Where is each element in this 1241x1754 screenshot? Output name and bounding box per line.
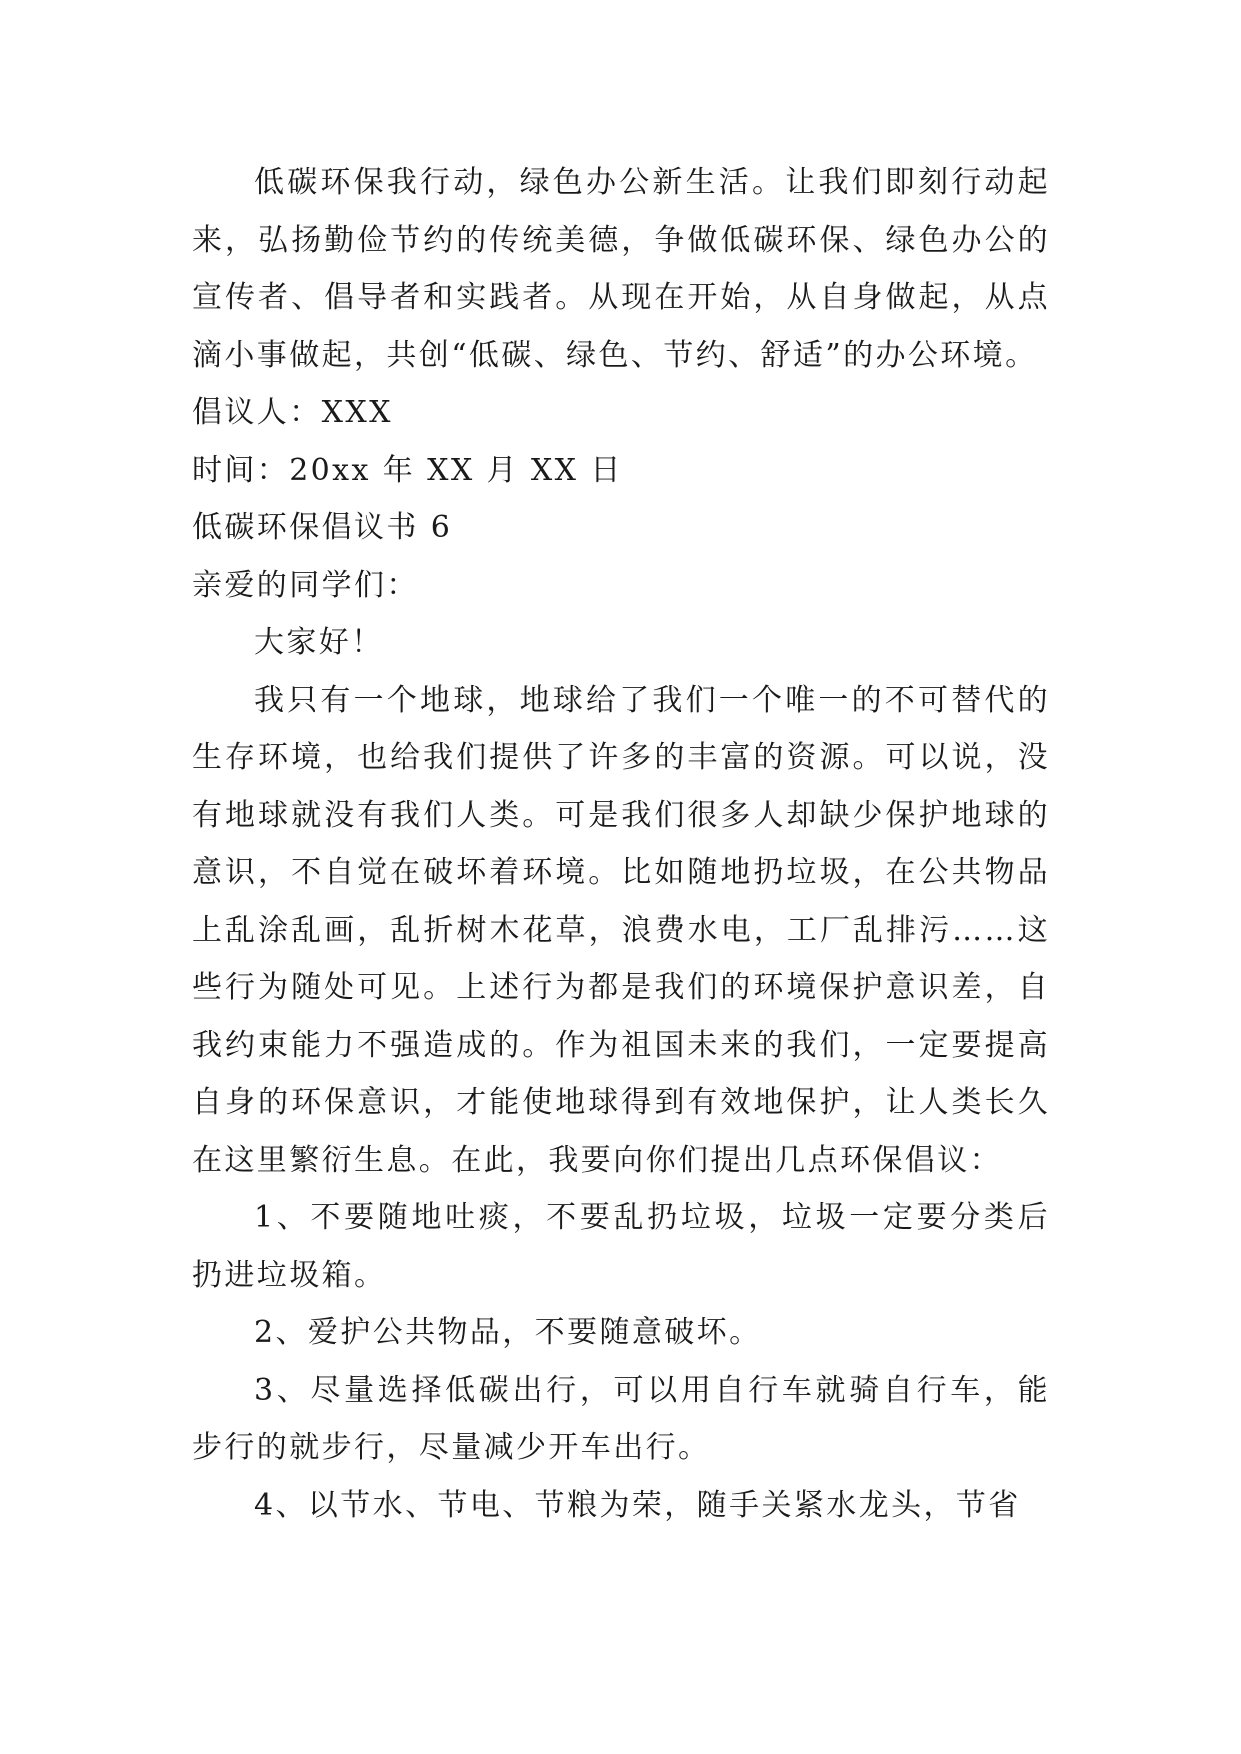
greeting: 大家好！ [254,625,384,660]
proposal-item-1: 1、不要随地吐痰，不要乱扔垃圾，垃圾一定要分类后扔进垃圾箱。 [192,1200,1050,1293]
date-line: 时间：20xx 年 XX 月 XX 日 [192,452,623,488]
section-title: 低碳环保倡议书 6 [192,510,453,545]
document-body [192,154,1050,1534]
proposal-item-4: 4、以节水、节电、节粮为荣，随手关紧水龙头，节省 [254,1487,1021,1523]
salutation: 亲爱的同学们： [192,567,419,603]
proposal-item-2: 2、爱护公共物品，不要随意破坏。 [254,1315,762,1350]
initiator-line: 倡议人：XXX [192,395,393,430]
paragraph-closing-appeal: 低碳环保我行动，绿色办公新生活。让我们即刻行动起来，弘扬勤俭节约的传统美德，争做低碳环保、绿色办公的宣传者、倡导者和实践者。从现在开始，从自身做起，从点滴小事做起，共创“低碳、绿色、节约、舒适”的办公环境。 [192,165,1050,373]
paragraph-intro: 我只有一个地球，地球给了我们一个唯一的不可替代的生存环境，也给我们提供了许多的丰富的资源。可以说，没有地球就没有我们人类。可是我们很多人却缺少保护地球的意识，不自觉在破坏着环境。比如随地扔垃圾，在公共物品上乱涂乱画，乱折树木花草，浪费水电，工厂乱排污……这些行为随处可见。上述行为都是我们的环境保护意识差，自我约束能力不强造成的。作为祖国未来的我们，一定要提高自身的环保意识，才能使地球得到有效地保护，让人类长久在这里繁衍生息。在此，我要向你们提出几点环保倡议： [192,682,1050,1178]
proposal-item-3: 3、尽量选择低碳出行，可以用自行车就骑自行车，能步行的就步行，尽量减少开车出行。 [192,1372,1050,1465]
